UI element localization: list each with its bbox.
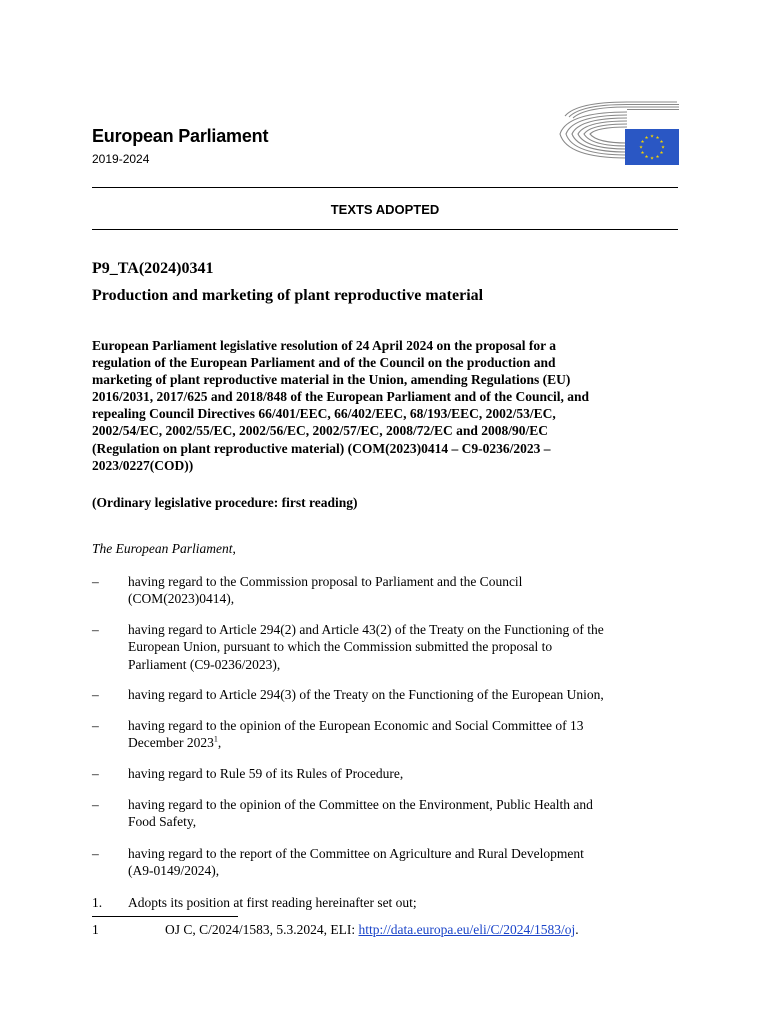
eu-star-icon: ★ xyxy=(659,151,664,157)
item-marker: – xyxy=(92,687,99,702)
header-rule-bottom xyxy=(92,229,678,230)
item-marker: – xyxy=(92,766,99,781)
resolution-title-line: repealing Council Directives 66/401/EEC, 66/402/EEC, 68/193/EEC, 2002/53/EC, xyxy=(92,406,556,422)
footnote-separator xyxy=(92,916,238,917)
eu-star-icon: ★ xyxy=(655,136,660,142)
item-line: (COM(2023)0414), xyxy=(128,591,235,607)
item-line: Adopts its position at first reading hereinafter set out; xyxy=(128,895,417,910)
recital-item xyxy=(92,845,678,880)
footnote-reference[interactable]: 1 xyxy=(213,734,218,744)
resolution-title-line: 2023/0227(COD)) xyxy=(92,457,194,473)
recital-item xyxy=(92,573,678,608)
eu-star-icon: ★ xyxy=(649,156,655,162)
item-marker: 1. xyxy=(92,895,103,910)
recital-item xyxy=(92,717,678,752)
resolution-title xyxy=(92,337,652,474)
texts-adopted-banner: TEXTS ADOPTED xyxy=(330,202,440,217)
item-line: European Union, pursuant to which the Commission submitted the proposal to xyxy=(128,639,553,655)
item-line: having regard to the report of the Committee on Agriculture and Rural Development xyxy=(128,846,584,861)
european-parliament-logo xyxy=(557,100,681,168)
eu-star-icon: ★ xyxy=(659,140,664,146)
item-marker: – xyxy=(92,797,99,812)
item-line: having regard to the opinion of the Committee on the Environment, Public Health and xyxy=(128,797,593,812)
resolution-title-line: (Regulation on plant reproductive material) (COM(2023)0414 – C9-0236/2023 – xyxy=(92,440,551,456)
item-line: (A9-0149/2024), xyxy=(128,863,220,879)
resolution-title-line: European Parliament legislative resolution of 24 April 2024 on the proposal for a xyxy=(92,338,557,353)
item-line: having regard to Article 294(3) of the Treaty on the Functioning of the European Union, xyxy=(128,687,604,702)
document-title: Production and marketing of plant reproductive material xyxy=(92,287,484,304)
eu-star-icon: ★ xyxy=(640,140,645,146)
resolution-title-line: 2016/2031, 2017/625 and 2018/848 of the European Parliament and of the Council, and xyxy=(92,389,590,405)
item-marker: – xyxy=(92,846,99,861)
item-line: having regard to the opinion of the European Economic and Social Committee of 13 xyxy=(128,718,584,733)
document-reference: P9_TA(2024)0341 xyxy=(92,260,214,277)
parliamentary-term: 2019-2024 xyxy=(92,152,150,166)
header-rule-top xyxy=(92,187,678,188)
recital-item xyxy=(92,765,678,782)
resolution-title-line: regulation of the European Parliament and of the Council on the production and xyxy=(92,355,556,371)
footnote-text: OJ C, C/2024/1583, 5.3.2024, ELI: xyxy=(165,922,359,937)
eu-star-icon: ★ xyxy=(644,136,649,142)
eu-star-icon: ★ xyxy=(660,145,666,151)
eu-star-icon: ★ xyxy=(644,155,649,161)
recital-item xyxy=(92,796,678,831)
eu-star-icon: ★ xyxy=(649,134,655,140)
item-line: having regard to Rule 59 of its Rules of Procedure, xyxy=(128,766,404,781)
footnote-link[interactable]: http://data.europa.eu/eli/C/2024/1583/oj xyxy=(358,922,576,937)
footnote-number: 1 xyxy=(92,922,99,937)
recital-item xyxy=(92,686,678,703)
item-line: Food Safety, xyxy=(128,814,197,830)
item-marker: – xyxy=(92,622,99,637)
eu-star-icon: ★ xyxy=(638,145,644,151)
item-line: December 2023$^1$, xyxy=(128,734,222,751)
procedure-label: (Ordinary legislative procedure: first reading) xyxy=(92,495,358,510)
resolution-title-line: marketing of plant reproductive material in the Union, amending Regulations (EU) xyxy=(92,372,571,388)
numbered-paragraph xyxy=(92,894,678,911)
item-line: Parliament (C9-0236/2023), xyxy=(128,656,281,672)
eu-star-icon: ★ xyxy=(640,151,645,157)
eu-star-icon: ★ xyxy=(655,155,660,161)
resolution-intro: The European Parliament, xyxy=(92,541,236,556)
item-line: having regard to Article 294(2) and Article 43(2) of the Treaty on the Functioning of the xyxy=(128,622,604,637)
recital-item xyxy=(92,621,678,673)
item-marker: – xyxy=(92,574,99,589)
item-line: having regard to the Commission proposal to Parliament and the Council xyxy=(128,574,523,589)
item-marker: – xyxy=(92,718,99,733)
resolution-title-line: 2002/54/EC, 2002/55/EC, 2002/56/EC, 2002/57/EC, 2008/72/EC and 2008/90/EC xyxy=(92,423,549,439)
institution-name: European Parliament xyxy=(92,126,269,146)
